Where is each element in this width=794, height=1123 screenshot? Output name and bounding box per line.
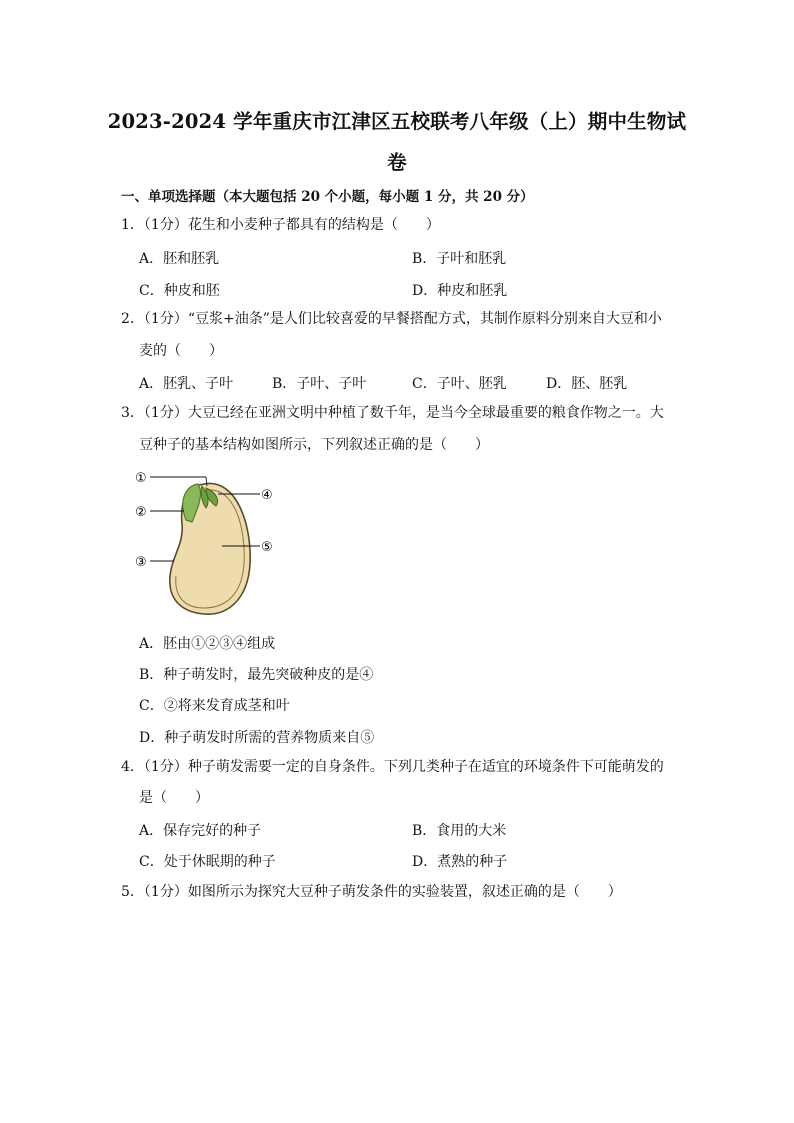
question-3-option-a: A．胚由①②③④组成 [139,636,276,652]
figure-label-4: ④ [261,488,273,503]
question-2-stem-line-2: 麦的（ ） [139,343,223,359]
question-3-option-d: D．种子萌发时所需的营养物质来自⑤ [139,730,375,746]
question-4-option-b: B．食用的大米 [412,823,507,839]
question-2-option-d: D．胚、胚乳 [546,376,628,392]
question-2-stem-line-1: 2．（1分）“豆浆+油条”是人们比较喜爱的早餐搭配方式，其制作原料分别来自大豆和小 [121,311,662,327]
question-3-stem-line-2: 豆种子的基本结构如图所示，下列叙述正确的是（ ） [139,437,489,453]
document-title-continued: 卷 [387,151,407,174]
question-1-option-a: A．胚和胚乳 [139,251,220,267]
figure-label-1: ① [135,471,147,486]
question-3-option-b: B．种子萌发时，最先突破种皮的是④ [139,667,374,683]
question-4-stem-line-2: 是（ ） [139,790,209,806]
question-3-stem-line-1: 3．（1分）大豆已经在亚洲文明中种植了数千年，是当今全球最重要的粮食作物之一。大 [121,405,664,421]
question-2-option-a: A．胚乳、子叶 [139,376,234,392]
figure-label-5: ⑤ [261,540,273,555]
section-heading: 一、单项选择题（本大题包括 20 个小题，每小题 1 分，共 20 分） [121,189,534,205]
soybean-seed-diagram [132,464,292,624]
question-4-option-a: A．保存完好的种子 [139,823,262,839]
question-1-option-c: C．种皮和胚 [139,283,220,299]
question-5-stem: 5．（1分）如图所示为探究大豆种子萌发条件的实验装置，叙述正确的是（ ） [121,884,622,900]
question-3-option-c: C．②将来发育成茎和叶 [139,698,290,714]
question-4-stem-line-1: 4．（1分）种子萌发需要一定的自身条件。下列几类种子在适宜的环境条件下可能萌发的 [121,759,664,775]
figure-label-2: ② [135,505,147,520]
question-1-stem: 1．（1分）花生和小麦种子都具有的结构是（ ） [121,217,440,233]
question-2-option-c: C．子叶、胚乳 [412,376,507,392]
question-4-option-c: C．处于休眠期的种子 [139,854,276,870]
question-1-option-d: D．种皮和胚乳 [412,283,508,299]
figure-label-3: ③ [135,555,147,570]
question-1-option-b: B．子叶和胚乳 [412,251,507,267]
question-4-option-d: D．煮熟的种子 [412,854,508,870]
seed-body [170,483,250,614]
question-2-option-b: B．子叶、子叶 [272,376,367,392]
document-title: 2023-2024 学年重庆市江津区五校联考八年级（上）期中生物试 [107,110,687,133]
